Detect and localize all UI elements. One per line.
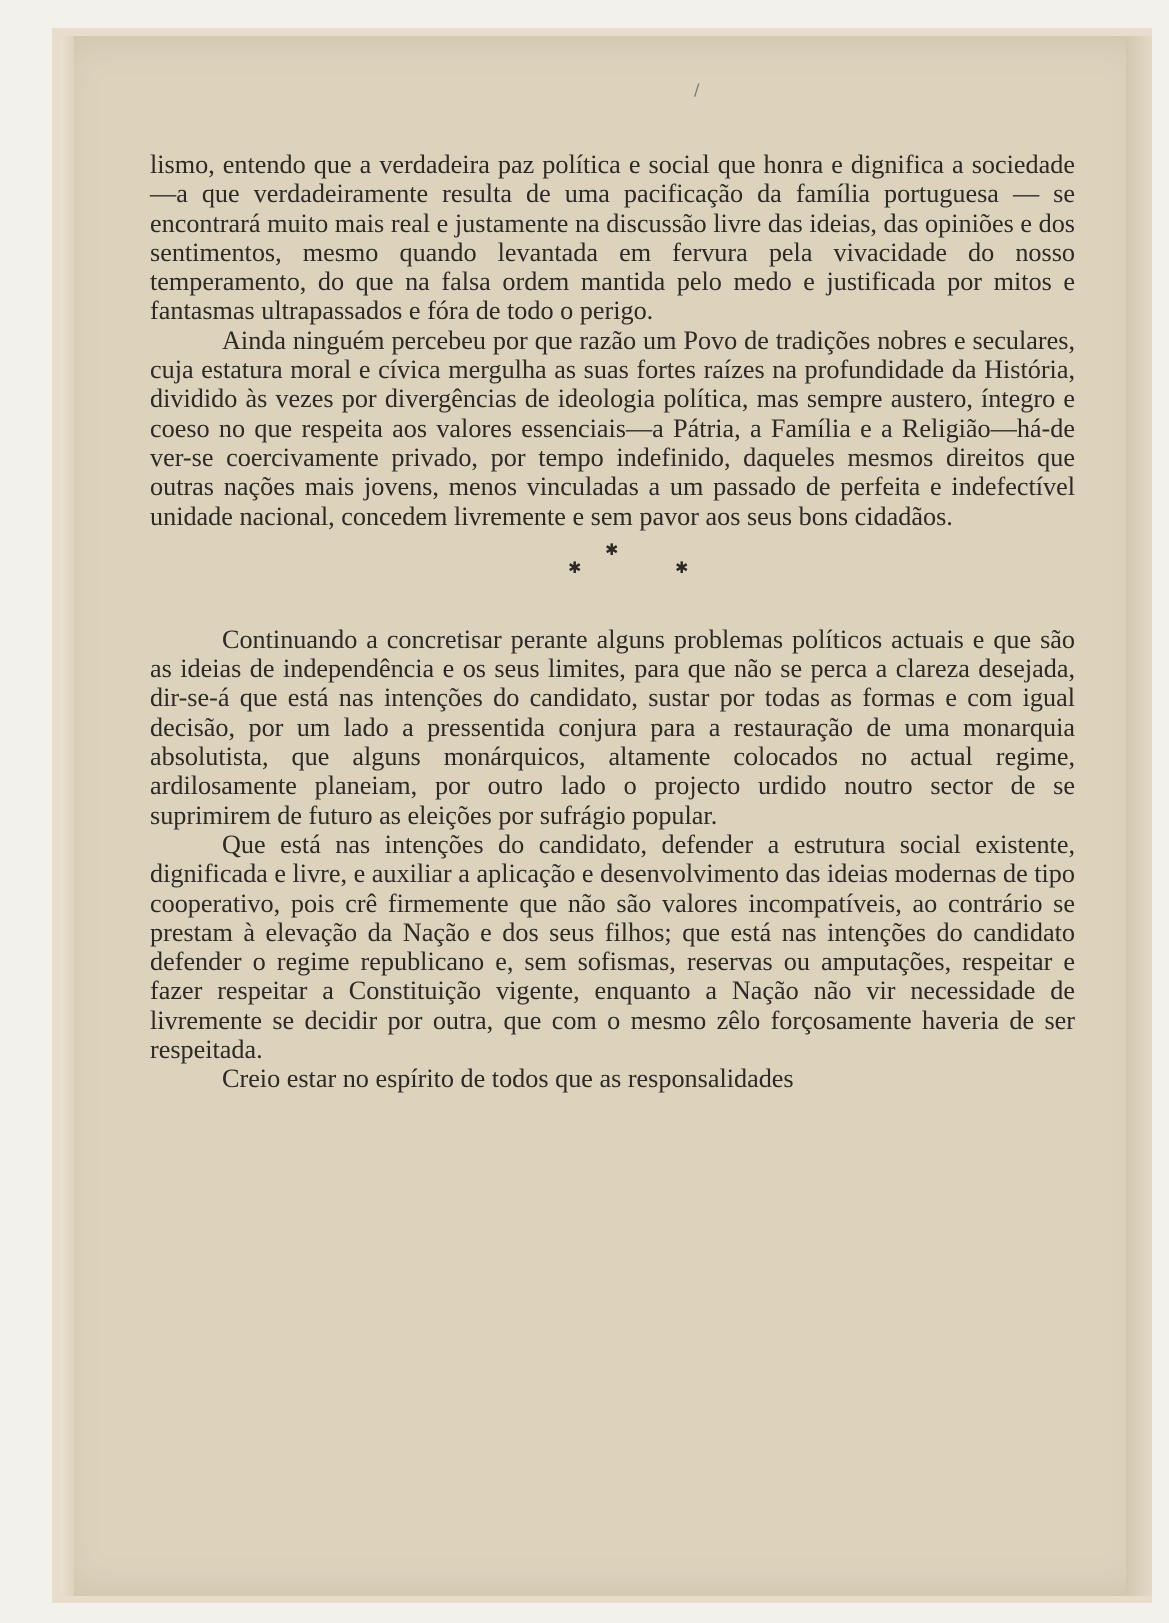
- paragraph-2: Ainda ninguém percebeu por que razão um Povo de tradições nobres e seculares, cuja estatura moral e cívica mergulha as suas fortes raízes na profundidade da História, dividido às vezes por divergências de ideologia política, mas sempre austero, íntegro e coeso no que respeita aos valores essenciais—a Pátria, a Família e a Religião—há-de ver-se coercivamente privado, por tempo indefinido, daqueles mesmos direitos que outras nações mais jovens, menos vinculadas a um passado de perfeita e indefectível unidade nacional, concedem livremente e sem pavor aos seus bons cidadãos.: [150, 325, 1075, 531]
- paragraph-4: Que está nas intenções do candidato, defender a estrutura social existente, dignificada e livre, e auxiliar a aplicação e desenvolvimento das ideias modernas de tipo cooperativo, pois crê firmemente que não são valores incompatíveis, ao contrário se prestam à elevação da Nação e dos seus filhos; que está nas intenções do candidato defender o regime republicano e, sem sofismas, reservas ou amputações, respeitar e fazer respeitar a Constituição vigente, enquanto a Nação não vir necessidade de livremente se decidir por outra, que com o mesmo zêlo forçosamente haveria de ser respeitada.: [150, 829, 1075, 1065]
- page-right-fold: [1126, 36, 1152, 1596]
- paragraph-3: Continuando a concretisar perante alguns problemas políticos actuais e que são as ideias de independência e os seus limites, para que não se perca a clareza desejada, dir-se-á que está nas intenções do candidato, sustar por todas as formas e com igual decisão, por um lado a pressentida conjura para a restauração de uma monarquia absolutista, que alguns monárquicos, altamente colocados no actual regime, ardilosamente planeiam, por outro lado o projecto urdido noutro sector de se suprimirem de futuro as eleições por sufrágio popular.: [150, 624, 1075, 830]
- page-mark: /: [694, 80, 700, 99]
- page-left-edge: [60, 36, 74, 1596]
- separator-star-1: ✱: [605, 539, 619, 559]
- document-text: [150, 150, 1075, 1094]
- section-2: [150, 625, 1075, 1094]
- separator-star-3: ✱: [675, 557, 689, 577]
- separator-star-2: ✱: [568, 557, 582, 577]
- section-separator: [150, 533, 1075, 593]
- paragraph-5: Creio estar no espírito de todos que as responsalidades: [222, 1064, 794, 1094]
- paragraph-1: lismo, entendo que a verdadeira paz política e social que honra e dignifica a sociedade—a que verdadeiramente resulta de uma pacificação da família portuguesa — se encontrará muito mais real e justamente na discussão livre das ideias, das opiniões e dos sentimentos, mesmo quando levantada em fervura pela vivacidade do nosso temperamento, do que na falsa ordem mantida pelo medo e justificada por mitos e fantasmas ultrapassados e fóra de todo o perigo.: [150, 150, 1075, 326]
